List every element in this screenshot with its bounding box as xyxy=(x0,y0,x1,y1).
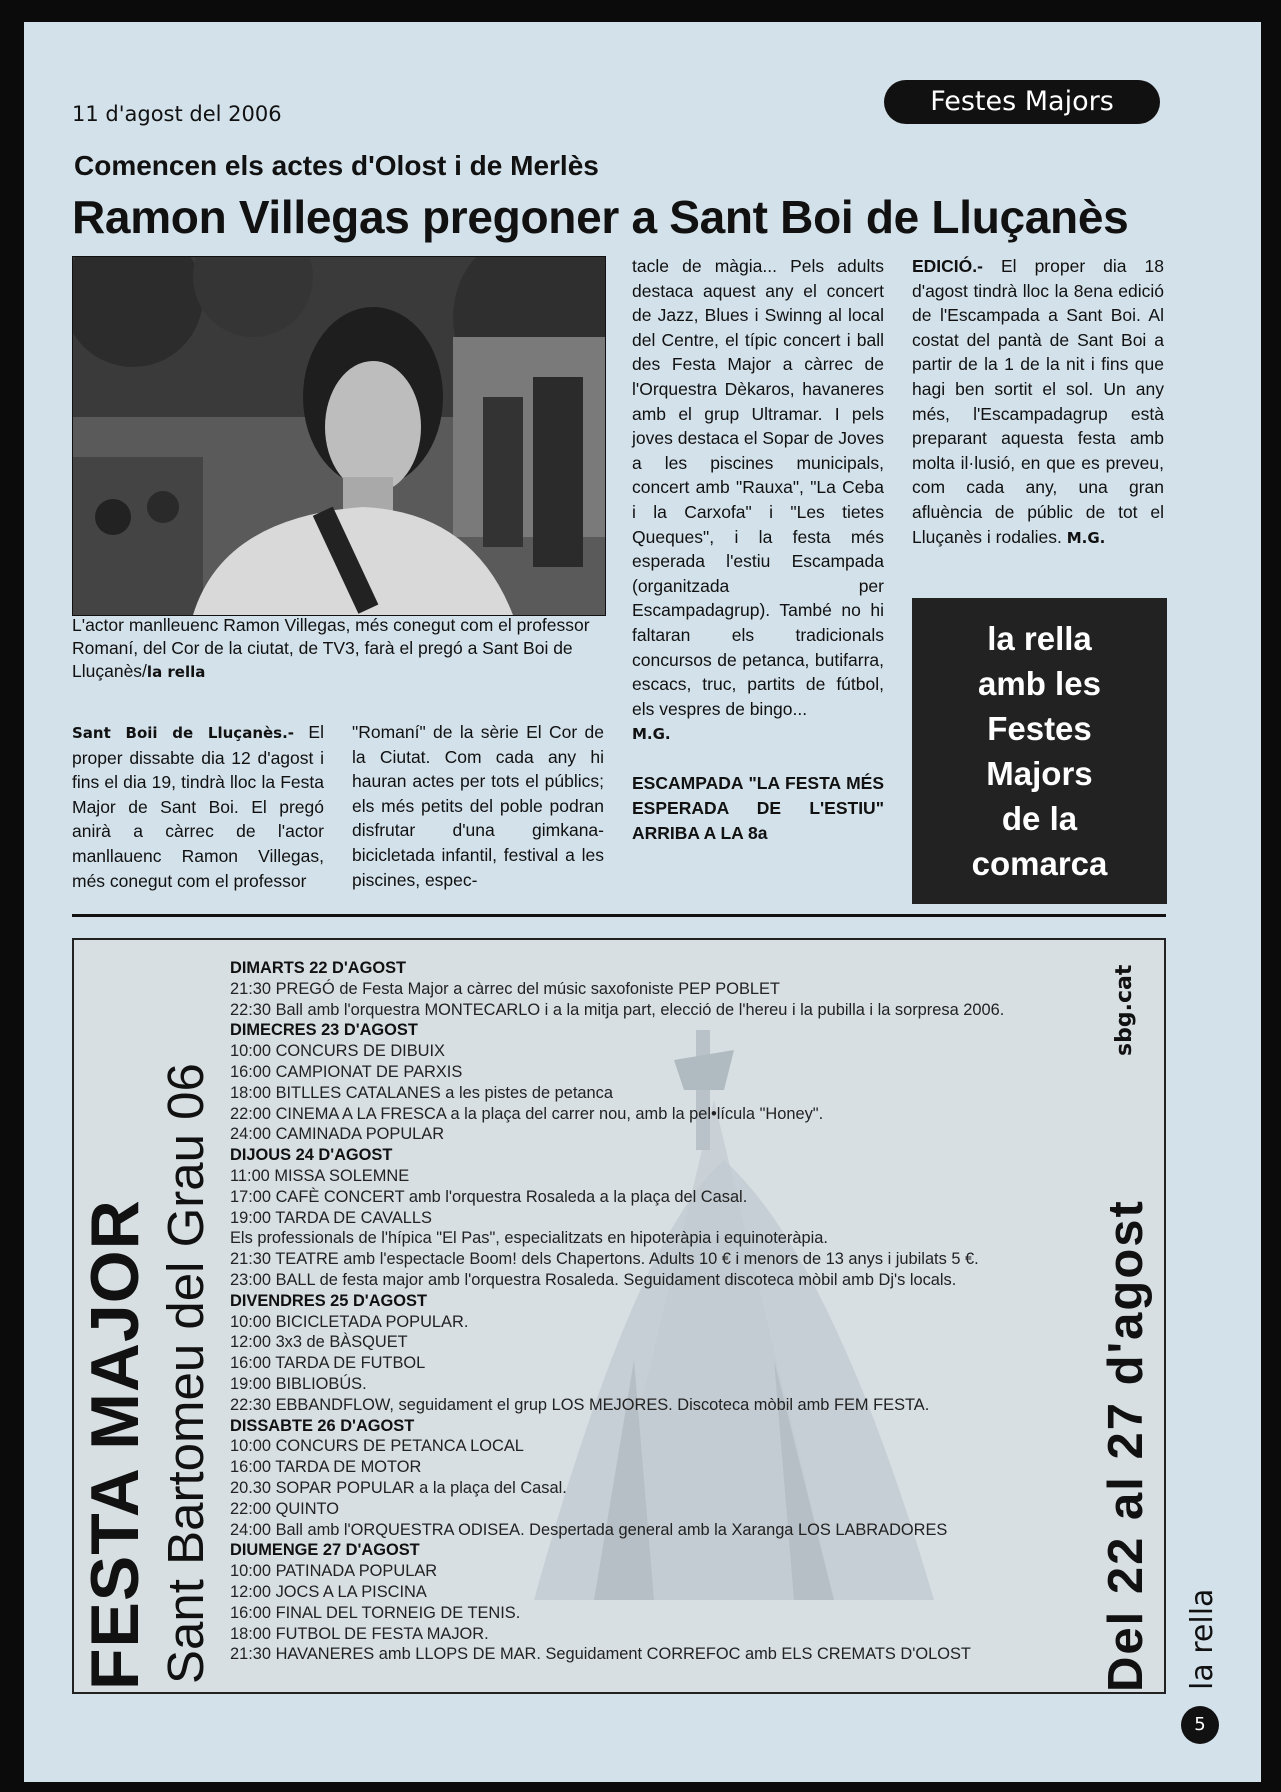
day-heading: DISSABTE 26 D'AGOST xyxy=(230,1416,415,1435)
caption-text: L'actor manlleuenc Ramon Villegas, més conegut com el professor Romaní, del Cor de la ciutat, de TV3, farà el pregó a Sant Boi de Lluçanès/ xyxy=(72,615,590,681)
day-heading: DIJOUS 24 D'AGOST xyxy=(230,1146,393,1165)
programme-event: 21:30 PREGÓ de Festa Major a càrrec del músic saxofoniste PEP POBLET xyxy=(230,979,780,998)
column-1-text: El proper dissabte dia 12 d'agost i fins el dia 19, tindrà lloc la Festa Major de Sant Boi. El pregó anirà a càrrec de l'actor manllauenc Ramon Villegas, més conegut com el professor xyxy=(72,722,324,891)
article-column-2: "Romaní" de la sèrie El Cor de la Ciutat. Com cada any hi hauran actes per tots el públics; els més petits del poble podran disfrutar d'una gimkana-bicicletada infantil, festival a les piscines, espec- xyxy=(352,722,604,890)
programme-event: 21:30 TEATRE amb l'espectacle Boom! dels Chapertons. Adults 10 € i menors de 13 anys i jubilats 5 €. xyxy=(230,1250,979,1269)
programme-event: Els professionals de l'hípica "El Pas", especialitzats en hipoteràpia i equinoteràpia. xyxy=(230,1229,828,1248)
programme-event: 21:30 HAVANERES amb LLOPS DE MAR. Seguidament CORREFOC amb ELS CREMATS D'OLOST xyxy=(230,1645,971,1664)
column-4-text: El proper dia 18 d'agost tindrà lloc la 8ena edició de l'Escampada a Sant Boi. Al costat del pantà de Sant Boi a partir de la 1 de la nit i fins que hagi ben sortit el sol. Un any més, l'Escampadagrup està preparant aquesta festa amb molta il·lusió, en que es preveu, com cada any, una gran afluència de públic de tot el Lluçanès i rodalies. xyxy=(912,256,1164,547)
programme-event: 18:00 FUTBOL DE FESTA MAJOR. xyxy=(230,1624,489,1643)
ad-website: sbg.cat xyxy=(1112,964,1137,1056)
programme-event: 22:00 QUINTO xyxy=(230,1499,340,1518)
magazine-brand: la rella xyxy=(1185,1588,1220,1690)
photo-image xyxy=(73,257,605,615)
programme-event: 10:00 PATINADA POPULAR xyxy=(230,1562,438,1581)
programme-event: 12:00 3x3 de BÀSQUET xyxy=(230,1333,408,1352)
programme-event: 16:00 CAMPIONAT DE PARXIS xyxy=(230,1062,463,1081)
column-3-text: tacle de màgia... Pels adults destaca aquest any el concert de Jazz, Blues i Swinng al local del Centre, el típic concert i ball des Festa Major a càrrec de l'Orquestra Dèkaros, havaneres amb el grup Ultramar. I pels joves destaca el Sopar de Joves a les piscines municipals, concert amb "Rauxa", "La Ceba i la Carxofa" i "Les tietes Queques", i la festa més esperada l'estiu Escampada (organitzada per Escampadagrup). També no hi faltaran els tradicionals concursos de petanca, butifarra, escacs, truc, partits de fútbol, els vespres de bingo... xyxy=(632,256,884,719)
day-heading: DIMECRES 23 D'AGOST xyxy=(230,1021,418,1040)
programme-event: 12:00 JOCS A LA PISCINA xyxy=(230,1582,427,1601)
ad-subtitle: Sant Bartomeu del Grau 06 xyxy=(157,1063,214,1684)
article-column-1 xyxy=(72,720,324,893)
programme-event: 18:00 BITLLES CATALANES a les pistes de petanca xyxy=(230,1083,613,1102)
programme-event: 16:00 TARDA DE FUTBOL xyxy=(230,1354,426,1373)
promo-box xyxy=(912,598,1167,904)
promo-line-4: Majors xyxy=(986,755,1093,792)
column-4-lead: EDICIÓ.- xyxy=(912,256,983,276)
article-column-3 xyxy=(632,254,884,845)
column-3-subhead: ESCAMPADA "LA FESTA MÉS ESPERADA DE L'ESTIU" ARRIBA A LA 8a xyxy=(632,773,884,843)
page-number: 5 xyxy=(1181,1706,1219,1744)
section-badge: Festes Majors xyxy=(884,80,1160,124)
day-heading: DIVENDRES 25 D'AGOST xyxy=(230,1291,427,1310)
promo-line-5: de la xyxy=(1001,800,1078,837)
issue-date: 11 d'agost del 2006 xyxy=(72,102,282,126)
ad-title: FESTA MAJOR xyxy=(77,1199,153,1690)
day-heading: DIMARTS 22 D'AGOST xyxy=(230,959,407,977)
section-divider xyxy=(72,914,1166,917)
programme-event: 16:00 FINAL DEL TORNEIG DE TENIS. xyxy=(230,1603,521,1622)
programme-event: 10:00 CONCURS DE DIBUIX xyxy=(230,1042,445,1061)
programme-event: 22:00 CINEMA A LA FRESCA a la plaça del carrer nou, amb la pel•lícula "Honey". xyxy=(230,1104,824,1123)
article-kicker: Comencen els actes d'Olost i de Merlès xyxy=(74,150,599,181)
programme-event: 24:00 CAMINADA POPULAR xyxy=(230,1125,445,1144)
programme-event: 24:00 Ball amb l'ORQUESTRA ODISEA. Despertada general amb la Xaranga LOS LABRADORES xyxy=(230,1520,948,1539)
article-headline: Ramon Villegas pregoner a Sant Boi de Lluçanès xyxy=(72,191,1129,243)
programme-event: 22:30 EBBANDFLOW, seguidament el grup LOS MEJORES. Discoteca mòbil amb FEM FESTA. xyxy=(230,1395,930,1414)
ad-dates: Del 22 al 27 d'agost xyxy=(1099,1199,1153,1692)
programme-event: 16:00 TARDA DE MOTOR xyxy=(230,1458,422,1477)
caption-credit: la rella xyxy=(146,663,206,681)
day-heading: DIUMENGE 27 D'AGOST xyxy=(230,1541,420,1560)
promo-line-6: comarca xyxy=(971,845,1108,882)
programme-event: 10:00 CONCURS DE PETANCA LOCAL xyxy=(230,1437,524,1456)
programme-event: 22:30 Ball amb l'orquestra MONTECARLO i a la mitja part, elecció de l'hereu i la pubilla i la sorpresa 2006. xyxy=(230,1000,1005,1019)
promo-line-3: Festes xyxy=(987,710,1092,747)
festival-programme xyxy=(230,958,1090,1665)
promo-line-1: la rella xyxy=(987,620,1092,657)
programme-event: 11:00 MISSA SOLEMNE xyxy=(230,1166,410,1185)
programme-event: 17:00 CAFÈ CONCERT amb l'orquestra Rosaleda a la plaça del Casal. xyxy=(230,1187,748,1206)
photo-caption xyxy=(72,614,604,684)
programme-event: 19:00 TARDA DE CAVALLS xyxy=(230,1208,432,1227)
programme-event: 23:00 BALL de festa major amb l'orquestra Rosaleda. Seguidament discoteca mòbil amb Dj's locals. xyxy=(230,1270,957,1289)
column-1-lead: Sant Boii de Lluçanès.- xyxy=(72,724,295,742)
programme-event: 19:00 BIBLIOBÚS. xyxy=(230,1374,367,1393)
programme-event: 10:00 BICICLETADA POPULAR. xyxy=(230,1312,469,1331)
article-column-4 xyxy=(912,254,1164,550)
promo-line-2: amb les xyxy=(978,665,1101,702)
article-photo xyxy=(72,256,606,616)
programme-event: 20.30 SOPAR POPULAR a la plaça del Casal. xyxy=(230,1478,567,1497)
column-4-byline: M.G. xyxy=(1066,528,1106,547)
column-3-byline: M.G. xyxy=(632,725,671,744)
